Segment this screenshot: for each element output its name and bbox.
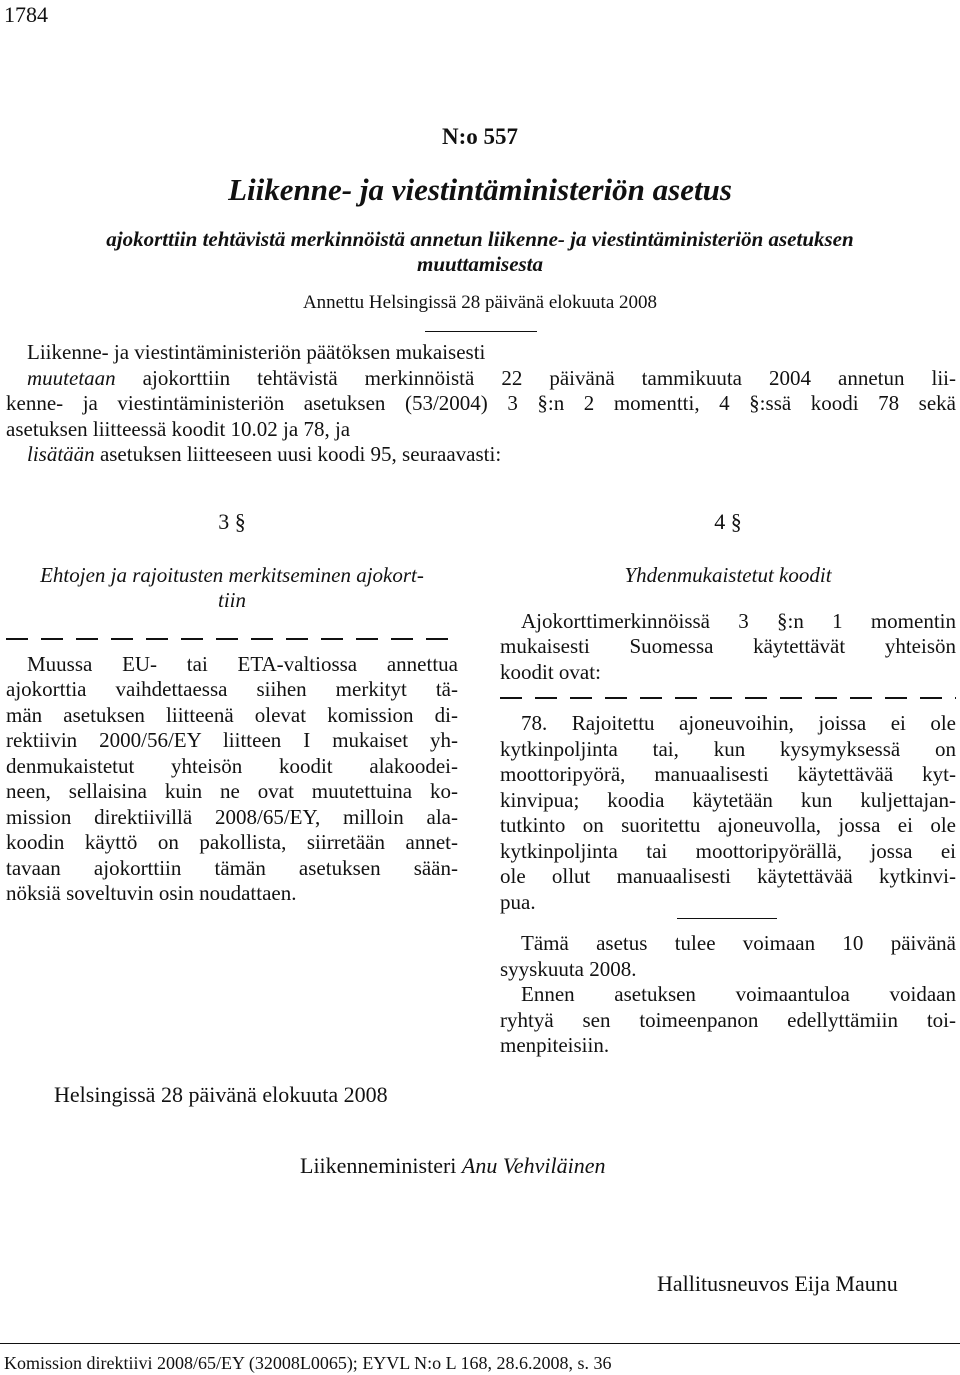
document-number: N:o 557 xyxy=(441,124,519,149)
muutetaan-word: muutetaan xyxy=(27,365,116,390)
preamble-line-2-rest: ajokorttiin tehtävistä merkinnöistä 22 päivänä tammikuuta 2004 annetun lii- xyxy=(115,365,956,390)
text-line: mukaisesti Suomessa käytettävät yhteisön xyxy=(500,634,956,658)
preamble-line-4: asetuksen liitteessä koodit 10.02 ja 78, ja xyxy=(6,416,351,441)
minister-title: Liikenneministeri xyxy=(300,1153,457,1178)
text-line: koodin käyttö on pakollista, siirretään annet- xyxy=(6,830,458,854)
section-4-title: Yhdenmukaistetut koodit xyxy=(624,562,832,587)
lisataan-word: lisätään xyxy=(27,442,95,466)
title-divider xyxy=(425,331,537,332)
preamble-line-3: kenne- ja viestintäministeriön asetuksen (53/2004) 3 §:n 2 momentti, 4 §:ssä koodi 78 sekä xyxy=(6,391,956,415)
text-line: moottoripyörä, manuaalisesti käytettävää kyt- xyxy=(500,762,956,786)
text-line: Muussa EU- tai ETA-valtiossa annettua xyxy=(27,651,458,676)
section-3-heading: 3 § xyxy=(218,509,246,534)
text-line: Ajokorttimerkinnöissä 3 §:n 1 momentin xyxy=(521,608,956,633)
entry-into-force xyxy=(500,931,956,1059)
text-line: Ennen asetuksen voimaantuloa voidaan xyxy=(521,982,956,1006)
section-3-paragraph xyxy=(6,652,458,907)
text-line: kinvipua; koodia käytetään kun kuljettajan- xyxy=(500,787,956,812)
text-line: ole ollut manuaalisesti käytettävää kytkinvi- xyxy=(500,864,956,888)
document-title: Liikenne- ja viestintäministeriön asetus xyxy=(228,172,732,207)
text-line: kytkinpoljinta tai, kun kysymyksessä on xyxy=(500,736,956,761)
preamble-line-2 xyxy=(6,366,956,392)
text-line: tavaan ajokorttiin tämän asetuksen sään- xyxy=(6,855,458,880)
text-line: denmukaistetut yhteisön koodit alakoodei- xyxy=(6,753,458,778)
text-line: menpiteisiin. xyxy=(500,1033,610,1057)
text-line: pua. xyxy=(500,889,536,914)
text-line: mission direktiivillä 2008/65/EY, milloin ala- xyxy=(6,804,458,829)
place-and-date: Helsingissä 28 päivänä elokuuta 2008 xyxy=(54,1082,388,1107)
footnote-divider xyxy=(0,1343,960,1344)
section-3-title xyxy=(6,563,458,613)
section-4-heading: 4 § xyxy=(714,509,742,534)
text-line: tutkinto on suoritettu ajoneuvolla, jossa ei ole xyxy=(500,813,956,837)
section-3 xyxy=(6,509,458,907)
entry-paragraph-1 xyxy=(500,931,956,982)
text-line: neen, sellaisina kuin ne ovat muutettuina ko- xyxy=(6,779,458,803)
document-subtitle xyxy=(4,227,956,277)
given-date: Annettu Helsingissä 28 päivänä elokuuta 2008 xyxy=(302,292,658,313)
text-line: 78. Rajoitettu ajoneuvoihin, joissa ei ole xyxy=(521,711,956,735)
text-line: koodit ovat: xyxy=(500,659,601,684)
section-divider xyxy=(677,918,777,919)
text-line: män asetuksen liitteenä olevat komission di- xyxy=(6,702,458,727)
text-line: Tämä asetus tulee voimaan 10 päivänä xyxy=(521,931,956,955)
text-line: ryhtyä sen toimeenpanon edellyttämiin toi- xyxy=(500,1007,956,1032)
section-4 xyxy=(500,509,956,915)
page-number: 1784 xyxy=(4,2,48,27)
counsellor-signature: Hallitusneuvos Eija Maunu xyxy=(657,1271,898,1296)
footnote: Komission direktiivi 2008/65/EY (32008L0065); EYVL N:o L 168, 28.6.2008, s. 36 xyxy=(4,1353,612,1373)
minister-signature xyxy=(300,1153,605,1179)
section-3-title-line-1: Ehtojen ja rajoitusten merkitseminen ajokort- xyxy=(40,562,424,587)
preamble-line-5 xyxy=(6,442,956,468)
preamble xyxy=(6,340,956,468)
preamble-line-5-rest: asetuksen liitteeseen uusi koodi 95, seuraavasti: xyxy=(94,442,502,466)
section-3-title-line-2: tiin xyxy=(217,587,246,612)
subtitle-line-2: muuttamisesta xyxy=(416,252,544,276)
text-line: kytkinpoljinta tai moottoripyörällä, jossa ei xyxy=(500,838,956,863)
entry-paragraph-2 xyxy=(500,982,956,1059)
minister-name: Anu Vehviläinen xyxy=(461,1153,606,1178)
text-line: ajokorttia vaihdettaessa siihen merkityt tä- xyxy=(6,677,458,701)
text-line: nöksiä soveltuvin osin noudattaen. xyxy=(6,881,297,905)
code-78-paragraph xyxy=(500,711,956,915)
subtitle-line-1: ajokorttiin tehtävistä merkinnöistä annetun liikenne- ja viestintäministeriön asetuksen xyxy=(106,227,854,251)
text-line: rektiivin 2000/56/EY liitteen I mukaiset yh- xyxy=(6,728,458,752)
preamble-intro: Liikenne- ja viestintäministeriön päätöksen mukaisesti xyxy=(27,340,486,364)
text-line: syyskuuta 2008. xyxy=(500,956,637,981)
section-4-intro xyxy=(500,609,956,686)
